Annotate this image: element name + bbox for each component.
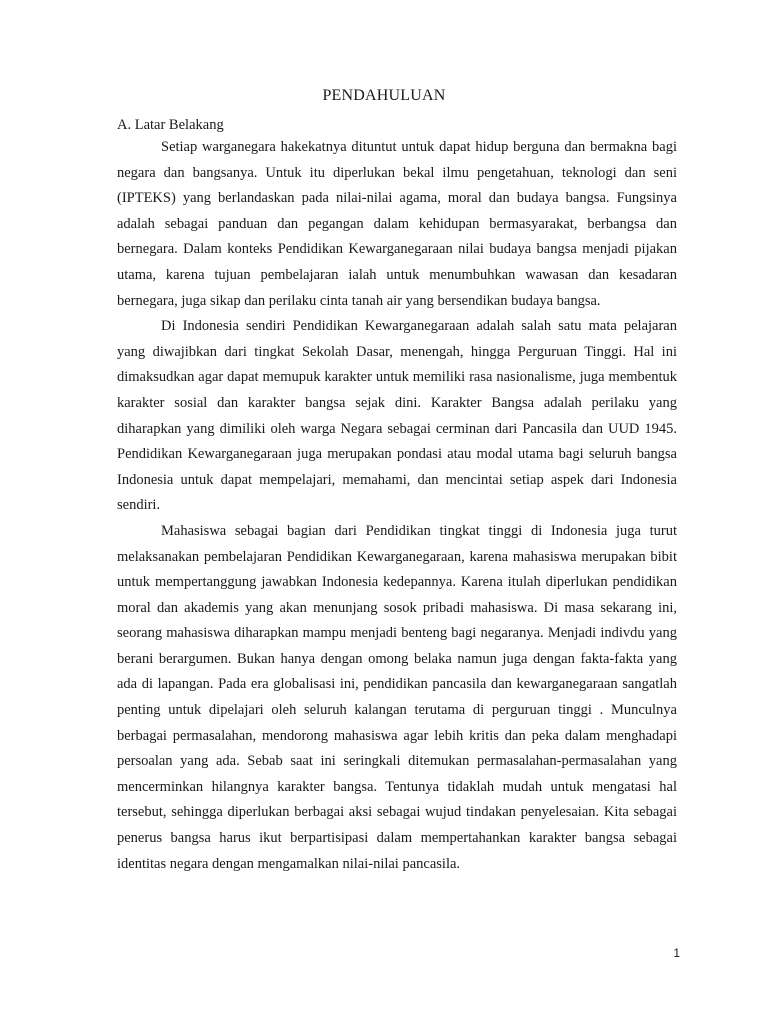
page-number: 1: [673, 946, 680, 960]
page-title: PENDAHULUAN: [322, 87, 446, 104]
section-heading: A. Latar Belakang: [117, 117, 224, 133]
paragraph: Mahasiswa sebagai bagian dari Pendidikan tingkat tinggi di Indonesia juga turut melaksanakan pembelajaran Pendidikan Kewarganegaraan, karena mahasiswa merupakan bibit untuk mempertanggung jawabkan Indonesia kedepannya. Karena itulah diperlukan pendidikan moral dan akademis yang akan menunjang sosok pribadi mahasiswa. Di masa sekarang ini, seorang mahasiswa diharapkan mampu menjadi benteng bagi negaranya. Menjadi indivdu yang berani berargumen. Bukan hanya dengan omong belaka namun juga dengan fakta-fakta yang ada di lapangan. Pada era globalisasi ini, pendidikan pancasila dan kewarganegaraan sangatlah penting untuk dipelajari oleh seluruh kalangan terutama di perguruan tinggi . Munculnya berbagai permasalahan, mendorong mahasiswa agar lebih kritis dan peka dalam menghadapi persoalan yang ada. Sebab saat ini seringkali ditemukan permasalahan-permasalahan yang mencerminkan hilangnya karakter bangsa. Tentunya tidaklah mudah untuk mengatasi hal tersebut, sehingga diperlukan berbagai aksi sebagai wujud tindakan penyelesaian. Kita sebagai penerus bangsa harus ikut berpartisipasi dalam mempertahankan karakter bangsa sebagai identitas negara dengan mengamalkan nilai-nilai pancasila.: [117, 522, 677, 872]
body-text: [117, 135, 677, 877]
paragraph: Setiap warganegara hakekatnya dituntut untuk dapat hidup berguna dan bermakna bagi negara dan bangsanya. Untuk itu diperlukan bekal ilmu pengetahuan, teknologi dan seni (IPTEKS) yang berlandaskan pada nilai-nilai agama, moral dan budaya bangsa. Fungsinya adalah sebagai panduan dan pegangan dalam kehidupan bermasyarakat, berbangsa dan bernegara. Dalam konteks Pendidikan Kewarganegaraan nilai budaya bangsa menjadi pijakan utama, karena tujuan pembelajaran ialah untuk menumbuhkan wawasan dan kesadaran bernegara, juga sikap dan perilaku cinta tanah air yang bersendikan budaya bangsa.: [117, 139, 677, 309]
paragraph: Di Indonesia sendiri Pendidikan Kewarganegaraan adalah salah satu mata pelajaran yang diwajibkan dari tingkat Sekolah Dasar, menengah, hingga Perguruan Tinggi. Hal ini dimaksudkan agar dapat memupuk karakter untuk memiliki rasa nasionalisme, juga membentuk karakter sosial dan karakter bangsa sejak dini. Karakter Bangsa adalah perilaku yang diharapkan yang dimiliki oleh warga Negara sebagai cerminan dari Pancasila dan UUD 1945. Pendidikan Kewarganegaraan juga merupakan pondasi atau modal utama bagi seluruh bangsa Indonesia untuk dapat mempelajari, memahami, dan mencintai setiap aspek dari Indonesia sendiri.: [117, 318, 677, 514]
